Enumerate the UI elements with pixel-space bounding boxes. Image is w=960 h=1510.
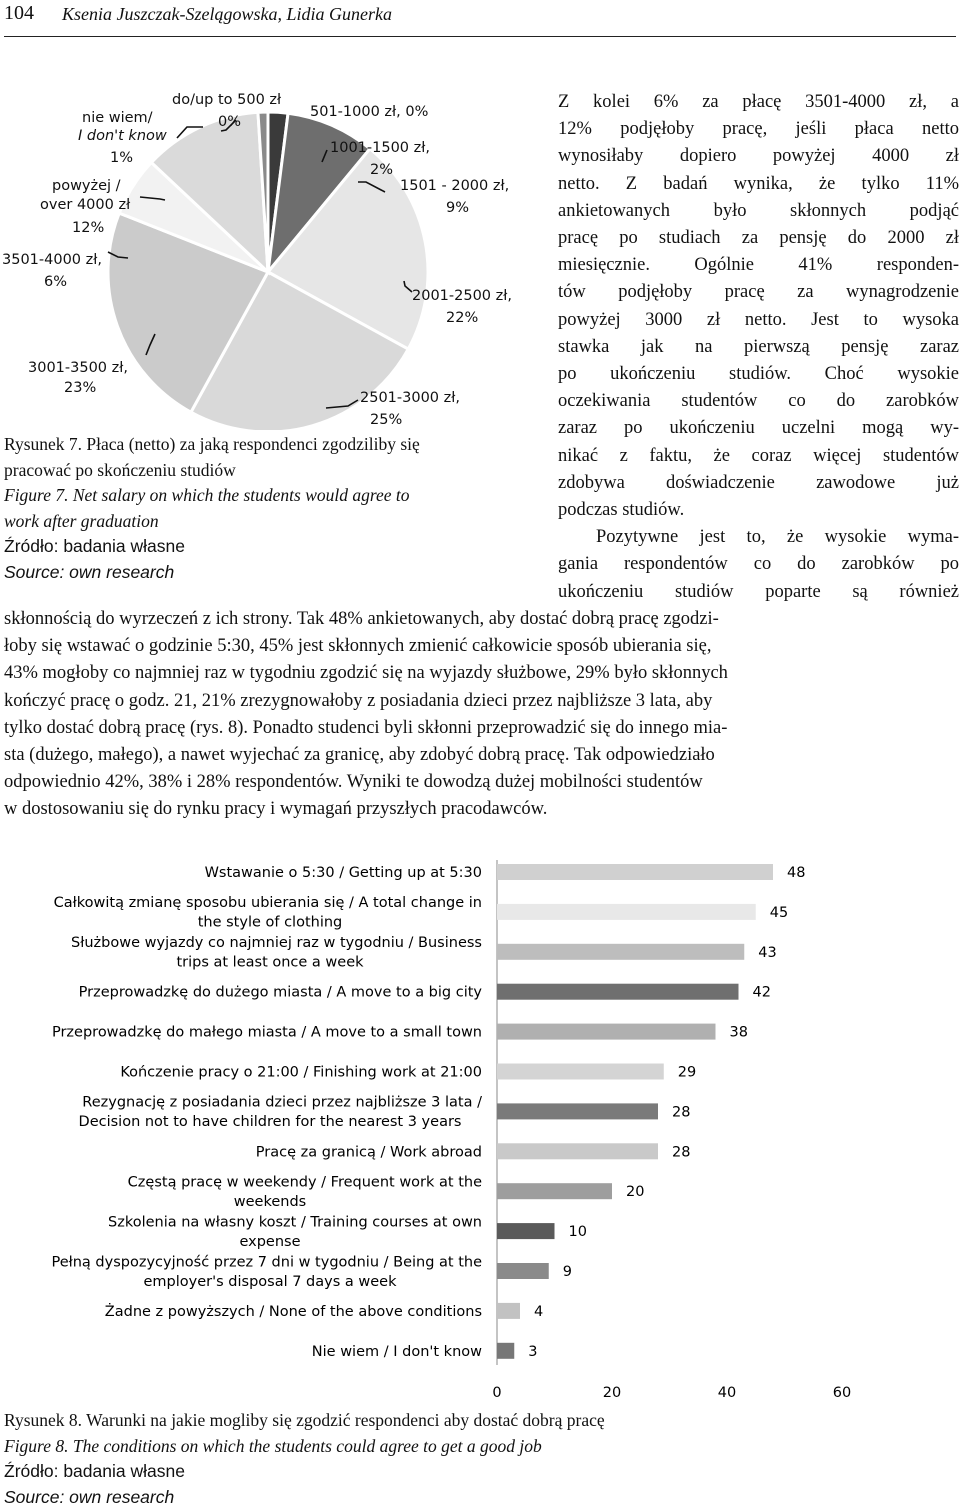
text-line: zdobywa doświadczenie zawodowe już: [558, 473, 959, 493]
paragraph: [558, 89, 959, 497]
caption-pl: Rysunek 7. Płaca (netto) za jaką respondenci zgodziliby się: [4, 432, 544, 458]
bar-labels: [51, 865, 482, 1360]
text-line: wynosiłaby dopiero powyżej 4000 zł: [558, 146, 959, 166]
category-label: Częstą pracę w weekendy / Frequent work at the: [128, 1174, 482, 1190]
pie-label: 1501 - 2000 zł,: [400, 178, 509, 194]
bar: [497, 1143, 658, 1159]
bar: [497, 1263, 549, 1279]
x-tick-label: 20: [603, 1385, 621, 1401]
source-pl: Źródło: badania własne: [4, 534, 544, 560]
caption-en: Figure 7. Net salary on which the students would agree to: [4, 483, 544, 509]
pie-label: 9%: [446, 200, 469, 216]
text-line: miesięcznie. Ogólnie 41% responden-: [558, 255, 959, 275]
text-line: w dostosowaniu się do rynku pracy i wymagań przyszłych pracodawców.: [4, 796, 958, 823]
source-en: Source: own research: [4, 560, 544, 586]
pie-label: 3501-4000 zł,: [2, 252, 102, 268]
running-head: Ksenia Juszczak-Szelągowska, Lidia Gunerka: [62, 4, 392, 25]
text-line: zaraz po ukończeniu uczelni mogą wy-: [558, 418, 959, 438]
caption-pl: Rysunek 8. Warunki na jakie mogliby się zgodzić respondenci aby dostać dobrą pracę: [4, 1408, 904, 1434]
bar: [497, 864, 773, 880]
text-line: podczas studiów.: [558, 500, 684, 520]
x-axis-ticks: [492, 1385, 851, 1401]
category-label: Przeprowadzkę do małego miasta / A move to a small town: [52, 1025, 482, 1041]
text-line: gania respondentów co do zarobków po: [558, 554, 959, 574]
category-label: the style of clothing: [198, 915, 343, 931]
source-pl: Źródło: badania własne: [4, 1459, 904, 1485]
pie-label: 501-1000 zł, 0%: [310, 104, 428, 120]
page-number: 104: [4, 2, 34, 25]
pie-label: 1%: [110, 150, 133, 166]
text-line: 12% podjęłoby pracę, jeśli płaca netto: [558, 119, 959, 139]
bar-value-label: 10: [569, 1224, 587, 1240]
pie-slices: [108, 112, 428, 430]
paragraph-end: [558, 497, 959, 524]
paragraph: [558, 524, 959, 606]
bar: [497, 1183, 612, 1199]
text-line: Z kolei 6% za płacę 3501-4000 zł, a: [558, 92, 959, 112]
salary-pie-chart: [0, 80, 540, 430]
text-line: stawka jak na pierwszą pensję zaraz: [558, 337, 959, 357]
category-label: Decision not to have children for the nearest 3 years: [79, 1114, 462, 1130]
text-line: oczekiwania studentów co do zarobków: [558, 391, 959, 411]
bar-value-label: 38: [730, 1025, 748, 1041]
bar: [497, 984, 739, 1000]
category-label: Służbowe wyjazdy co najmniej raz w tygodniu / Business: [71, 935, 482, 951]
text-line: pracę po studiach za pensję do 2000 zł: [558, 228, 959, 248]
bar-value-label: 28: [672, 1144, 690, 1160]
category-label: employer's disposal 7 days a week: [144, 1274, 398, 1290]
text-line: łoby się wstawać o godzinie 5:30, 45% jest skłonnych zmienić całkowicie sposób ubierania się,: [4, 633, 958, 660]
pie-label: 2001-2500 zł,: [412, 288, 512, 304]
bar-value-label: 42: [753, 985, 771, 1001]
caption-en: Figure 8. The conditions on which the students could agree to get a good job: [4, 1434, 904, 1460]
pie-label: 0%: [218, 114, 241, 130]
pie-label: 6%: [44, 274, 67, 290]
bar-value-label: 9: [563, 1264, 572, 1280]
pie-label: 2501-3000 zł,: [360, 390, 460, 406]
text-line: po ukończeniu studiów. Choć wysokie: [558, 364, 959, 384]
category-label: Pełną dyspozycyjność przez 7 dni w tygodniu / Being at the: [51, 1254, 482, 1270]
pie-label: 2%: [370, 162, 393, 178]
x-tick-label: 40: [718, 1385, 736, 1401]
category-label: expense: [239, 1234, 300, 1250]
text-line: Pozytywne jest to, że wysokie wyma-: [596, 527, 959, 547]
category-label: Nie wiem / I don't know: [312, 1344, 482, 1360]
figure-8-caption: [4, 1408, 904, 1510]
text-line: tów podjęłoby pracę za wynagrodzenie: [558, 282, 959, 302]
category-label: Szkolenia na własny koszt / Training courses at own: [108, 1214, 482, 1230]
text-line: ankietowanych było skłonnych podjąć: [558, 201, 959, 221]
bar: [497, 1064, 664, 1080]
category-label: Pracę za granicą / Work abroad: [256, 1144, 482, 1160]
bars: [497, 864, 773, 1359]
category-label: Żadne z powyższych / None of the above conditions: [105, 1302, 482, 1320]
bar: [497, 1223, 555, 1239]
pie-label: 1001-1500 zł,: [330, 140, 430, 156]
text-line: skłonnością do wyrzeczeń z ich strony. Tak 48% ankietowanych, aby dostać dobrą pracę zgodzi-: [4, 606, 958, 633]
bar: [497, 904, 756, 920]
category-label: trips at least once a week: [176, 955, 364, 971]
bar-value-label: 48: [787, 865, 805, 881]
source-en: Source: own research: [4, 1485, 904, 1510]
pie-label: over 4000 zł: [40, 197, 131, 213]
figure-7-caption: [4, 432, 544, 585]
caption-en: work after graduation: [4, 509, 544, 535]
right-column-text: [558, 89, 959, 606]
bar-value-label: 3: [528, 1344, 537, 1360]
text-line: sta (dużego, małego), a nawet wyjechać za granicę, aby zdobyć dobrą pracę. Tak odpowiedziało: [4, 742, 958, 769]
pie-label: 12%: [72, 220, 104, 236]
bar: [497, 1303, 520, 1319]
pie-label: do/up to 500 zł: [172, 92, 282, 108]
category-label: Rezygnację z posiadania dzieci przez najbliższe 3 lata /: [82, 1095, 482, 1111]
pie-label: nie wiem/: [82, 110, 153, 126]
pie-label: powyżej /: [52, 178, 121, 194]
bar: [497, 944, 744, 960]
page-header: [4, 0, 956, 37]
pie-label: 23%: [64, 380, 96, 396]
bar-value-label: 45: [770, 905, 788, 921]
conditions-bar-chart: [0, 850, 960, 1405]
text-line: 43% mogłoby co najmniej raz w tygodniu zgodzić się na wyjazdy służbowe, 29% było skłonnych: [4, 660, 958, 687]
pie-label: 25%: [370, 412, 402, 428]
bar-value-label: 29: [678, 1065, 696, 1081]
x-tick-label: 60: [833, 1385, 851, 1401]
text-line: powyżej 3000 zł netto. Jest to wysoka: [558, 310, 959, 330]
category-label: Kończenie pracy o 21:00 / Finishing work at 21:00: [120, 1065, 482, 1081]
bar: [497, 1343, 514, 1359]
category-label: Przeprowadzkę do dużego miasta / A move to a big city: [79, 985, 483, 1001]
bar: [497, 1103, 658, 1119]
x-tick-label: 0: [492, 1385, 501, 1401]
bar-value-label: 43: [758, 945, 776, 961]
text-line: nikać z faktu, że coraz więcej studentów: [558, 446, 959, 466]
bar-value-label: 4: [534, 1304, 543, 1320]
pie-label: 22%: [446, 310, 478, 326]
category-label: Całkowitą zmianę sposobu ubierania się / A total change in: [54, 895, 482, 911]
pie-label: 3001-3500 zł,: [28, 360, 128, 376]
text-line: netto. Z badań wynika, że tylko 11%: [558, 174, 959, 194]
text-line: odpowiednio 42%, 38% i 28% respondentów. Wyniki te dowodzą dużej mobilności studentów: [4, 769, 958, 796]
bar: [497, 1024, 716, 1040]
text-line: tylko dostać dobrą pracę (rys. 8). Ponadto studenci byli skłonni przeprowadzić się do innego mia-: [4, 715, 958, 742]
body-text: [4, 606, 958, 824]
bar-value-label: 20: [626, 1184, 644, 1200]
caption-pl: pracować po skończeniu studiów: [4, 458, 544, 484]
category-label: weekends: [234, 1194, 306, 1210]
text-line: kończyć pracę o godz. 21, 21% zrezygnowałoby z posiadania dzieci przez najbliższe 3 lata, aby: [4, 688, 958, 715]
category-label: Wstawanie o 5:30 / Getting up at 5:30: [205, 865, 482, 881]
bar-value-label: 28: [672, 1104, 690, 1120]
pie-label: I don't know: [78, 128, 167, 144]
text-line: ukończeniu studiów poparte są również: [558, 582, 959, 602]
